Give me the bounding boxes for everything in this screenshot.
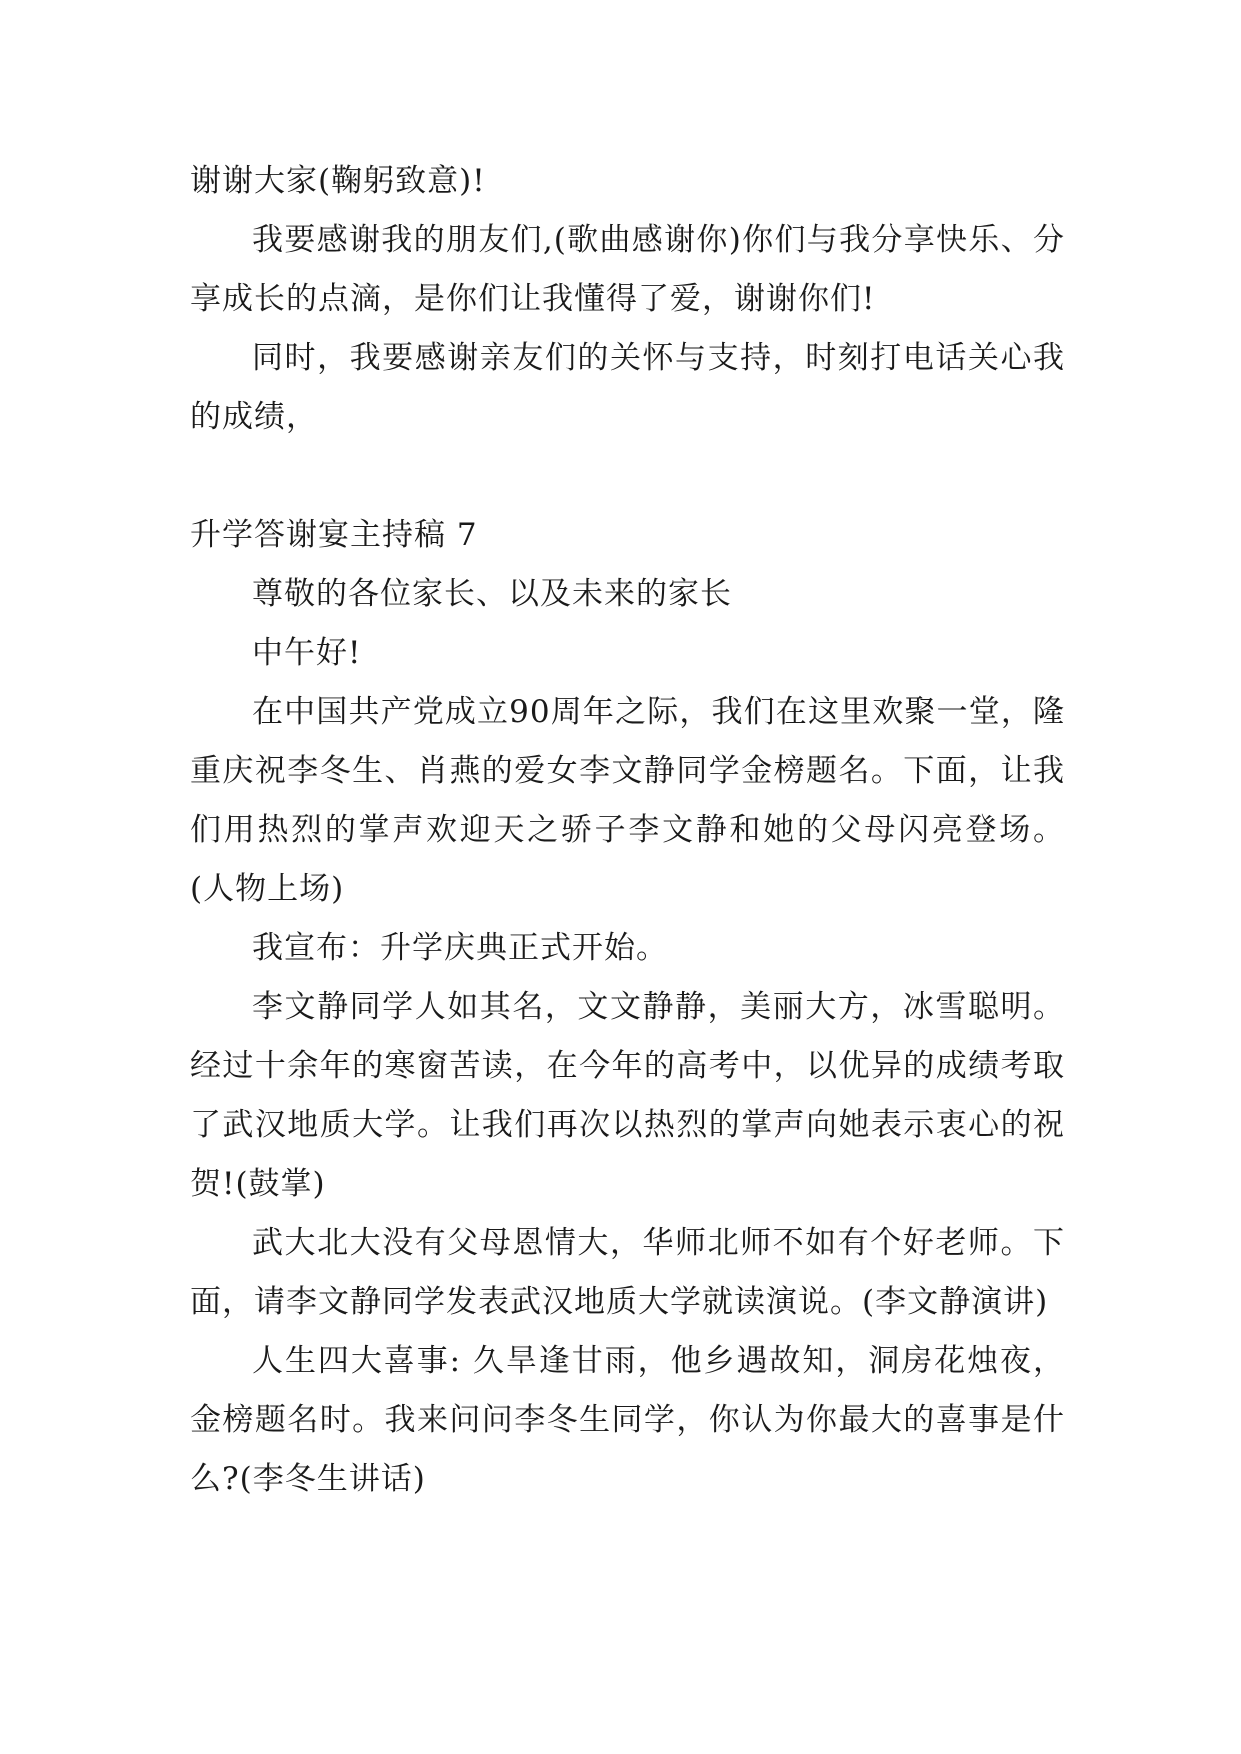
paragraph: 尊敬的各位家长、以及未来的家长 <box>252 576 732 612</box>
paragraph: 武大北大没有父母恩情大，华师北师不如有个好老师。下面，请李文静同学发表武汉地质大学就读演说。(李文静演讲) <box>190 1225 1065 1320</box>
document-body <box>190 152 1065 1509</box>
paragraph: 我宣布：升学庆典正式开始。 <box>252 930 668 966</box>
section-spacer <box>190 447 1065 506</box>
paragraph: 中午好! <box>252 635 362 671</box>
paragraph: 李文静同学人如其名，文文静静，美丽大方，冰雪聪明。经过十余年的寒窗苦读，在今年的高考中，以优异的成绩考取了武汉地质大学。让我们再次以热烈的掌声向她表示衷心的祝贺!(鼓掌) <box>190 989 1065 1202</box>
paragraph: 我要感谢我的朋友们,(歌曲感谢你)你们与我分享快乐、分享成长的点滴，是你们让我懂得了爱，谢谢你们! <box>190 222 1065 317</box>
paragraph: 谢谢大家(鞠躬致意)! <box>190 163 486 199</box>
paragraph: 同时，我要感谢亲友们的关怀与支持，时刻打电话关心我的成绩， <box>190 340 1065 435</box>
paragraph: 在中国共产党成立90周年之际，我们在这里欢聚一堂，隆重庆祝李冬生、肖燕的爱女李文静同学金榜题名。下面，让我们用热烈的掌声欢迎天之骄子李文静和她的父母闪亮登场。(人物上场) <box>190 694 1065 907</box>
paragraph: 人生四大喜事: 久旱逢甘雨，他乡遇故知，洞房花烛夜，金榜题名时。我来问问李冬生同学，你认为你最大的喜事是什么?(李冬生讲话) <box>190 1343 1065 1497</box>
section-title: 升学答谢宴主持稿 7 <box>190 517 478 553</box>
